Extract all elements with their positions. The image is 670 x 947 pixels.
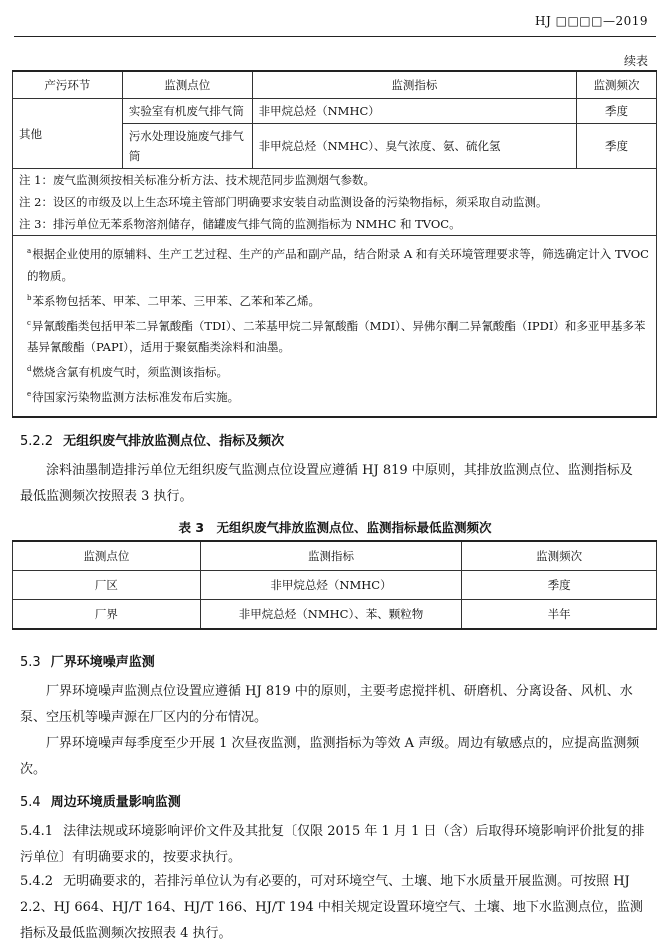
section-heading-5-3	[20, 651, 155, 670]
header-cell: 产污环节	[13, 71, 123, 99]
header-cell: 监测点位	[122, 71, 252, 99]
table-row	[13, 99, 657, 124]
footnote-mark: d	[27, 365, 32, 374]
table-note: 注 3：排污单位无苯系物溶剂储存，储罐废气排气筒的监测指标为 NMHC 和 TVOC。	[19, 217, 461, 231]
footnote	[27, 358, 650, 383]
section-heading-5-2-2	[20, 430, 284, 449]
monitoring-point: 实验室有机废气排气筒	[122, 99, 252, 124]
header-cell: 监测频次	[577, 71, 657, 99]
footnote-mark: e	[27, 390, 32, 399]
monitoring-table-continued	[12, 70, 657, 418]
footnote	[27, 287, 650, 312]
clause-text: 法律法规或环境影响评价文件及其批复〔仅限 2015 年 1 月 1 日（含）后取得环境影响评价批复的排污单位〕有明确要求的，按要求执行。	[20, 824, 645, 865]
header-cell: 监测点位	[13, 541, 201, 571]
header-rule	[14, 36, 656, 37]
paragraph: 涂料油墨制造排污单位无组织废气监测点位设置应遵循 HJ 819 中原则，其排放监测点位、监测指标及最低监测频次按照表 3 执行。	[20, 463, 633, 504]
monitoring-indicator: 非甲烷总烃（NMHC）	[252, 99, 577, 124]
footnote-text: 苯系物包括苯、甲苯、二甲苯、三甲苯、乙苯和苯乙烯。	[32, 293, 320, 308]
table-cell: 厂区	[13, 571, 201, 600]
group-label: 其他	[13, 99, 123, 169]
footnote-mark: c	[27, 318, 31, 327]
fugitive-emission-table	[12, 540, 657, 630]
footnote-mark: b	[27, 293, 32, 302]
header-cell: 监测频次	[462, 541, 657, 571]
table-caption: 表 3 无组织废气排放监测点位、监测指标最低监测频次	[178, 520, 492, 535]
section-number: 5.2.2	[20, 434, 54, 449]
paragraph: 厂界环境噪声监测点位设置应遵循 HJ 819 中的原则，主要考虑搅拌机、研磨机、分离设备、风机、水泵、空压机等噪声源在厂区内的分布情况。	[20, 684, 633, 725]
table-header-row	[13, 71, 657, 99]
clause-number: 5.4.2	[20, 874, 54, 889]
paragraph-5-4-1	[20, 819, 645, 871]
table-cell: 季度	[462, 571, 657, 600]
footnote-text: 根据企业使用的原辅料、生产工艺过程、生产的产品和副产品，结合附录 A 和有关环境管理要求等，筛选确定计入 TVOC 的物质。	[27, 246, 649, 283]
table-row	[13, 600, 657, 630]
document-code: HJ □□□□—2019	[535, 14, 648, 28]
table-cell: 厂界	[13, 600, 201, 630]
footnotes-row	[13, 236, 657, 418]
table-cell: 非甲烷总烃（NMHC）	[200, 571, 462, 600]
table-cell: 非甲烷总烃（NMHC）、苯、颗粒物	[200, 600, 462, 630]
section-number: 5.3	[20, 655, 41, 670]
table-row	[13, 571, 657, 600]
monitoring-indicator: 非甲烷总烃（NMHC）、臭气浓度、氨、硫化氢	[252, 124, 577, 169]
paragraph: 厂界环境噪声每季度至少开展 1 次昼夜监测，监测指标为等效 A 声级。周边有敏感点的，应提高监测频次。	[20, 736, 640, 777]
table-note: 注 2：设区的市级及以上生态环境主管部门明确要求安装自动监测设备的污染物指标，须采取自动监测。	[19, 195, 548, 209]
continued-label: 续表	[623, 54, 648, 68]
table-cell: 半年	[462, 600, 657, 630]
section-heading-5-4	[20, 791, 181, 810]
footnote	[27, 312, 650, 359]
table-header-row	[13, 541, 657, 571]
footnote-mark: a	[27, 247, 32, 255]
monitoring-frequency: 季度	[577, 99, 657, 124]
section-title: 厂界环境噪声监测	[50, 655, 155, 670]
paragraph-5-4-2	[20, 869, 645, 947]
clause-text: 无明确要求的，若排污单位认为有必要的，可对环境空气、土壤、地下水质量开展监测。可按照 HJ 2.2、HJ 664、HJ/T 164、HJ/T 166、HJ/T 194 中相关规定设置环境空气、土壤、地下水监测点位，监测指标及最低监测频次按照表 4 执行。	[20, 874, 643, 941]
section-title: 周边环境质量影响监测	[50, 795, 181, 810]
footnote	[27, 383, 650, 408]
table-note: 注 1：废气监测须按相关标准分析方法、技术规范同步监测烟气参数。	[19, 173, 375, 187]
monitoring-point: 污水处理设施废气排气筒	[122, 124, 252, 169]
section-title: 无组织废气排放监测点位、指标及频次	[63, 434, 285, 449]
footnote	[27, 240, 650, 287]
monitoring-frequency: 季度	[577, 124, 657, 169]
notes-row	[13, 169, 657, 236]
footnote-text: 燃烧含氯有机废气时，须监测该指标。	[32, 365, 228, 380]
clause-number: 5.4.1	[20, 824, 54, 839]
section-number: 5.4	[20, 795, 41, 810]
header-cell: 监测指标	[252, 71, 577, 99]
header-cell: 监测指标	[200, 541, 462, 571]
footnote-text: 异氰酸酯类包括甲苯二异氰酸酯（TDI）、二苯基甲烷二异氰酸酯（MDI）、异佛尔酮二异氰酸酯（IPDI）和多亚甲基多苯基异氰酸酯（PAPI），适用于聚氨酯类涂料和油墨。	[27, 318, 646, 355]
footnote-text: 待国家污染物监测方法标准发布后实施。	[32, 390, 240, 405]
